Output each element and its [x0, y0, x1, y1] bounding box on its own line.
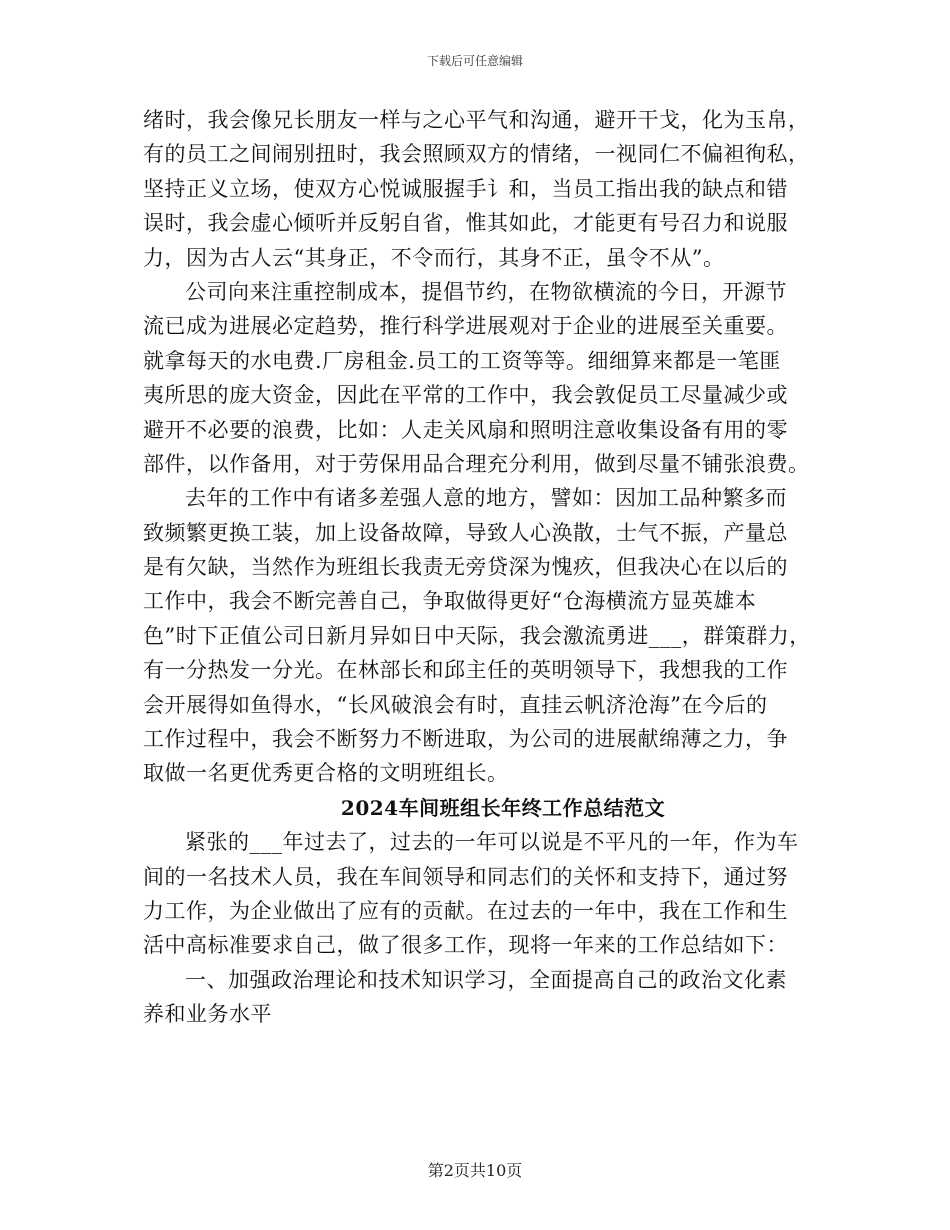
text-line: 一、加强政治理论和技术知识学习，全面提高自己的政治文化素	[185, 967, 787, 992]
section-title: 2024车间班组长年终工作总结范文	[340, 795, 666, 820]
text-line: 会开展得如鱼得水，“长风破浪会有时，直挂云帆济沧海”在今后的	[143, 692, 768, 717]
text-line: 有的员工之间闹别扭时，我会照顾双方的情绪，一视同仁不偏袒徇私，	[143, 142, 810, 167]
text-line: 坚持正义立场，使双方心悦诚服握手讠和，当员工指出我的缺点和错	[143, 176, 788, 201]
text-line: 工作中，我会不断完善自己，争取做得更好“仓海横流方显英雄本	[143, 589, 757, 614]
text-line: 流已成为进展必定趋势，推行科学进展观对于企业的进展至关重要。	[143, 314, 788, 339]
text-line: 力，因为古人云“其身正，不令而行，其身不正，虽令不从”。	[143, 245, 725, 270]
paragraph-group-1	[143, 103, 823, 791]
text-line: 紧张的___年过去了，过去的一年可以说是不平凡的一年，作为车	[185, 830, 799, 855]
text-line: 部件，以作备用，对于劳保用品合理充分利用，做到尽量不铺张浪费。	[143, 451, 810, 476]
text-line: 是有欠缺，当然作为班组长我责无旁贷深为愧疚，但我决心在以后的	[143, 555, 788, 580]
text-line: 误时，我会虚心倾听并反躬自省，惟其如此，才能更有号召力和说服	[143, 211, 788, 236]
text-line: 就拿每天的水电费.厂房租金.员工的工资等等。细细算来都是一笔匪	[143, 348, 781, 373]
text-line: 色”时下正值公司日新月异如日中天际，我会激流勇进___，群策群力，	[143, 623, 811, 648]
page-header: 下载后可任意编辑	[426, 54, 523, 68]
text-line: 去年的工作中有诸多差强人意的地方，譬如：因加工品种繁多而	[185, 486, 787, 511]
text-line: 活中高标准要求自己，做了很多工作，现将一年来的工作总结如下：	[143, 933, 788, 958]
text-line: 有一分热发一分光。在林部长和邱主任的英明领导下，我想我的工作	[143, 658, 788, 683]
text-line: 绪时，我会像兄长朋友一样与之心平气和沟通，避开干戈，化为玉帛，	[143, 108, 810, 132]
text-line: 夷所思的庞大资金，因此在平常的工作中，我会敦促员工尽量减少或	[143, 383, 788, 408]
document-body	[143, 103, 823, 1032]
text-line: 避开不必要的浪费，比如：人走关风扇和照明注意收集设备有用的零	[143, 417, 788, 442]
text-line: 致频繁更换工装，加上设备故障，导致人心涣散，士气不振，产量总	[143, 520, 788, 545]
text-line: 公司向来注重控制成本，提倡节约，在物欲横流的今日，开源节	[185, 279, 787, 304]
text-line: 间的一名技术人员，我在车间领导和同志们的关怀和支持下，通过努	[143, 864, 788, 889]
paragraph-group-2	[143, 825, 823, 1031]
text-line: 工作过程中，我会不断努力不断进取，为公司的进展献绵薄之力，争	[143, 727, 788, 752]
text-line: 力工作，为企业做出了应有的贡献。在过去的一年中，我在工作和生	[143, 898, 788, 923]
text-line: 养和业务水平	[143, 1002, 272, 1027]
text-line: 取做一名更优秀更合格的文明班组长。	[143, 761, 509, 786]
page-footer: 第2页共10页	[427, 1161, 523, 1180]
